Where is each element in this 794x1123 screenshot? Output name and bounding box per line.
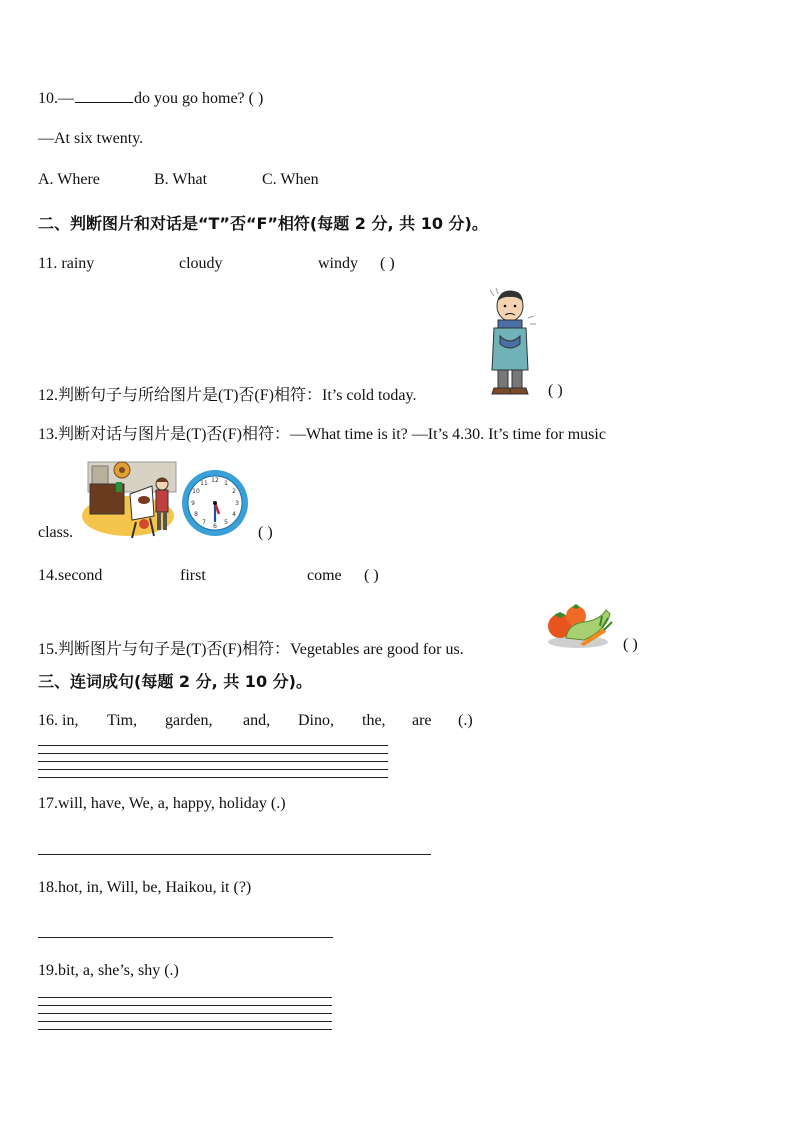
q16-word: Tim, (107, 712, 138, 729)
q10-option-b[interactable]: B. What (154, 171, 208, 188)
q16-word: are (412, 712, 432, 729)
svg-text:5: 5 (224, 519, 228, 526)
q17-question: 17.will, have, We, a, happy, holiday (.) (38, 795, 286, 812)
q14-word-3: come (307, 567, 342, 584)
svg-text:7: 7 (202, 519, 206, 526)
q16-writing-line[interactable] (38, 745, 388, 746)
q11-answer-paren[interactable]: ( ) (380, 255, 395, 272)
svg-text:3: 3 (235, 500, 239, 507)
q10-answer: —At six twenty. (38, 130, 144, 147)
svg-text:1: 1 (224, 480, 228, 487)
vegetables-icon (544, 600, 614, 650)
q15-question: 15.判断图片与句子是(T)否(F)相符：Vegetables are good for us. (38, 641, 464, 658)
q16-writing-line[interactable] (38, 777, 388, 778)
svg-text:2: 2 (232, 488, 236, 495)
svg-text:10: 10 (192, 488, 200, 495)
q10-answer-blank[interactable] (75, 88, 133, 103)
q14-word-2: first (180, 567, 206, 584)
music-class-icon (80, 458, 180, 540)
q16-writing-line[interactable] (38, 753, 388, 754)
q17-answer-line[interactable] (38, 854, 431, 855)
q13-answer-paren[interactable]: ( ) (258, 524, 273, 541)
q10-option-a[interactable]: A. Where (38, 171, 100, 188)
svg-text:8: 8 (194, 511, 198, 518)
svg-text:4: 4 (232, 511, 236, 518)
q14-answer-paren[interactable]: ( ) (364, 567, 379, 584)
q11-word-3: windy (318, 255, 358, 272)
svg-text:11: 11 (200, 480, 208, 487)
section2-heading: 二、判断图片和对话是“T”否“F”相符(每题 2 分, 共 10 分)。 (38, 214, 488, 233)
q19-question: 19.bit, a, she’s, shy (.) (38, 962, 179, 979)
svg-text:9: 9 (191, 500, 195, 507)
q18-question: 18.hot, in, Will, be, Haikou, it (?) (38, 879, 252, 896)
q12-question: 12.判断句子与所给图片是(T)否(F)相符：It’s cold today. (38, 387, 417, 404)
q18-answer-line[interactable] (38, 937, 333, 938)
q12-answer-paren[interactable]: ( ) (548, 382, 563, 399)
q16-word: Dino, (298, 712, 334, 729)
q19-writing-line[interactable] (38, 997, 332, 998)
q19-writing-line[interactable] (38, 1029, 332, 1030)
q19-writing-line[interactable] (38, 1005, 332, 1006)
q13-question: 13.判断对话与图片是(T)否(F)相符：—What time is it? —It’s 4.30. It’s time for music (38, 426, 606, 443)
q10-question: 10.— do you go home? ( ) (38, 90, 264, 107)
cold-boy-icon (480, 288, 540, 398)
q11-word-1: 11. rainy (38, 255, 95, 272)
q16-word: the, (362, 712, 386, 729)
q13-question-cont: class. (38, 524, 74, 541)
q19-writing-line[interactable] (38, 1013, 332, 1014)
q15-answer-paren[interactable]: ( ) (623, 636, 638, 653)
q16-word: (.) (458, 712, 473, 729)
q16-word: garden, (165, 712, 213, 729)
q16-word: and, (243, 712, 271, 729)
q11-word-2: cloudy (179, 255, 223, 272)
q19-writing-line[interactable] (38, 1021, 332, 1022)
svg-text:12: 12 (211, 477, 219, 484)
clock-icon (180, 468, 250, 538)
q16-writing-line[interactable] (38, 761, 388, 762)
q14-word-1: 14.second (38, 567, 103, 584)
q16-word: 16. in, (38, 712, 79, 729)
svg-text:6: 6 (213, 523, 217, 530)
q16-writing-line[interactable] (38, 769, 388, 770)
q10-option-c[interactable]: C. When (262, 171, 319, 188)
section3-heading: 三、连词成句(每题 2 分, 共 10 分)。 (38, 672, 312, 691)
